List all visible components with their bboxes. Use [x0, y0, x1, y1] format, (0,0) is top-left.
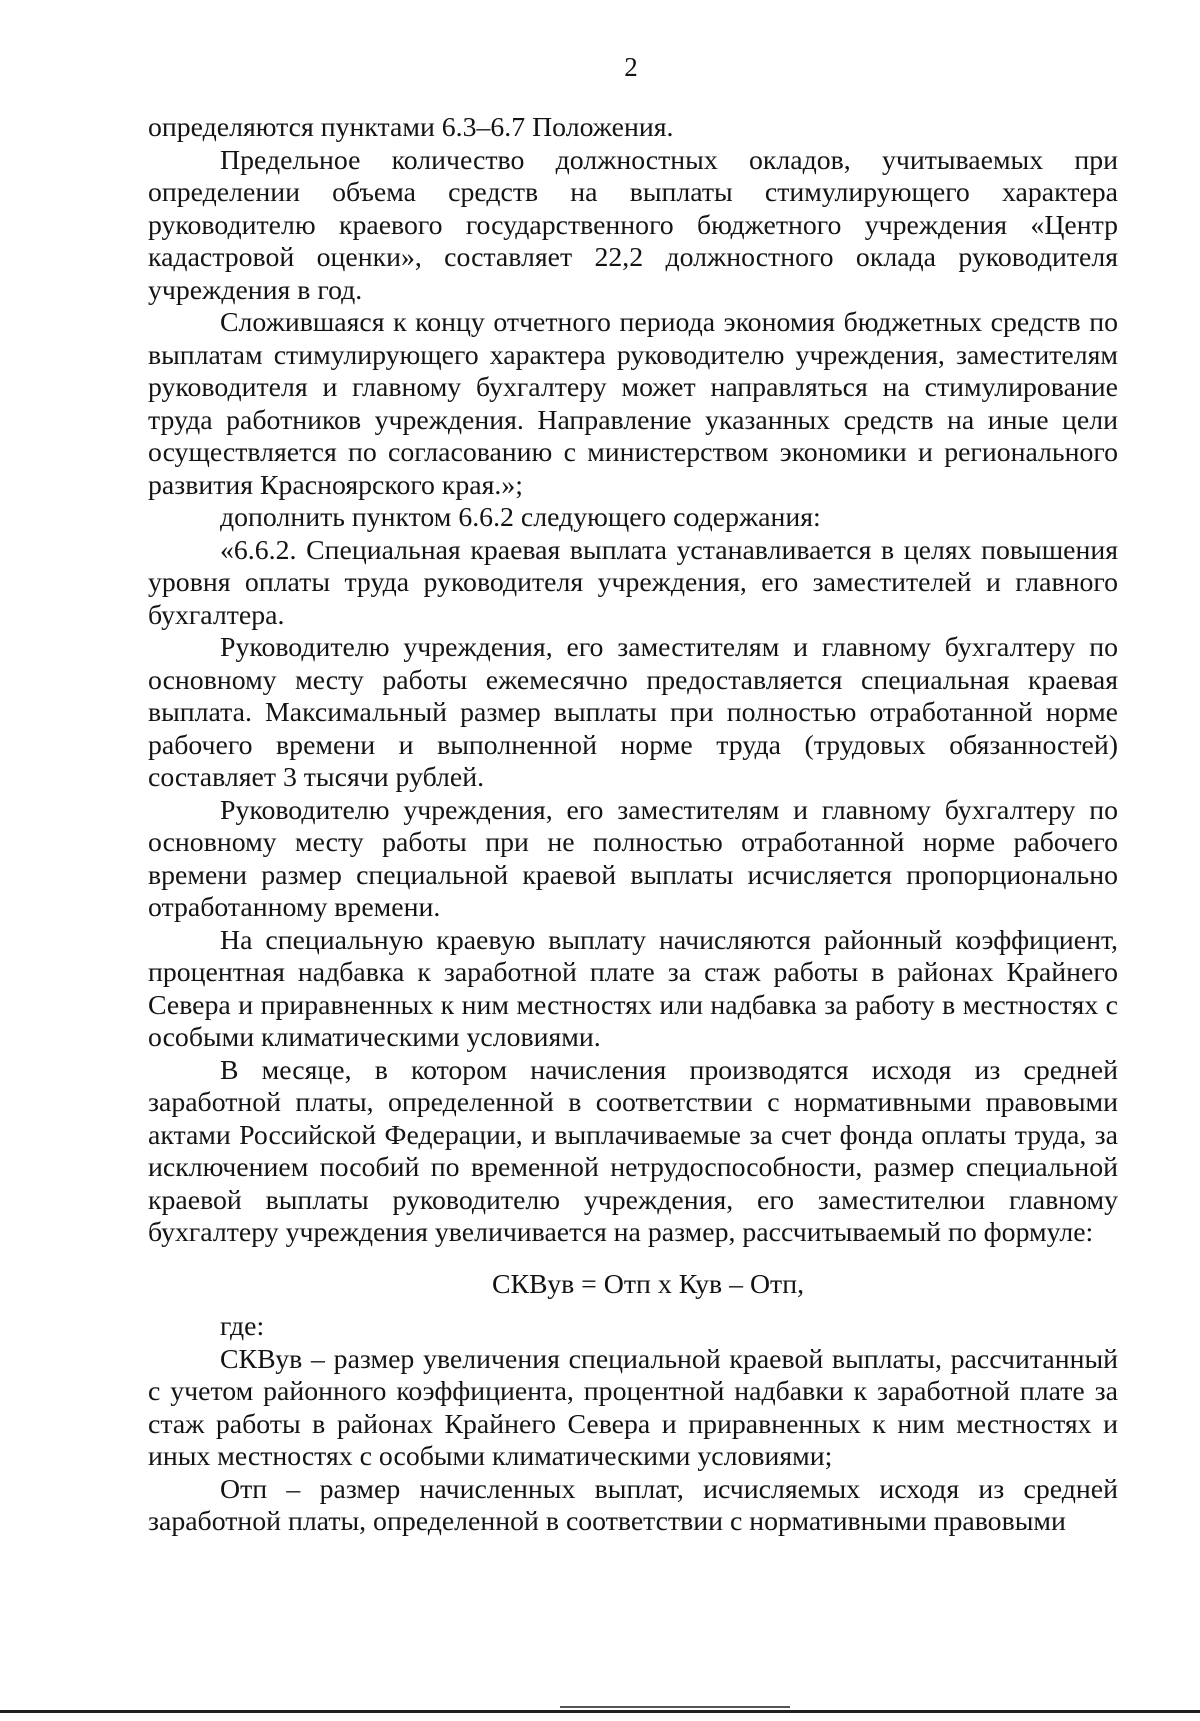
where-label: где: [220, 1311, 265, 1342]
paragraph-clause-6-6-2: «6.6.2. Специальная краевая выплата устанавливается в целях повышения уровня оплаты труда руководителя учреждения, его заместителей и главного бухгалтера. [148, 534, 1118, 631]
paragraph-budget-savings: Сложившаяся к концу отчетного периода экономия бюджетных средств по выплатам стимулирующего характера руководителю учреждения, заместителям руководителя и главному бухгалтеру может направляться на стимулирование труда работников учреждения. Направление указанных средств на иные цели осуществляется по согласованию с министерством экономики и регионального развития Красноярского края.»; [148, 307, 1118, 501]
paragraph-continuation: определяются пунктами 6.3–6.7 Положения. [148, 112, 674, 143]
page-number: 2 [624, 52, 638, 82]
paragraph-add-clause: дополнить пунктом 6.6.2 следующего содержания: [220, 502, 821, 533]
paragraph-average-salary-month: В месяце, в котором начисления производятся исходя из средней заработной платы, определенной в соответствии с нормативными правовыми актами Российской Федерации, и выплачиваемые за счет фонда оплаты труда, за исключением пособий по временной нетрудоспособности, размер специальной краевой выплаты руководителю учреждения, его заместителюи главному бухгалтеру учреждения увеличивается на размер, рассчитываемый по формуле: [148, 1054, 1118, 1248]
definition-skvuv: СКВув – размер увеличения специальной краевой выплаты, рассчитанный с учетом районного коэффициента, процентной надбавки к заработной плате за стаж работы в районах Крайнего Севера и приравненных к ним местностях и иных местностях с особыми климатическими условиями; [148, 1343, 1118, 1472]
scan-bottom-edge [0, 1710, 1200, 1713]
scan-artifact-line [560, 1706, 790, 1708]
paragraph-monthly-payment: Руководителю учреждения, его заместителям и главному бухгалтеру по основному месту работы ежемесячно предоставляется специальная краевая выплата. Максимальный размер выплаты при полностью отработанной норме рабочего времени и выполненной норме труда (трудовых обязанностей) составляет 3 тысячи рублей. [148, 632, 1118, 793]
formula: СКВув = Отп х Кув – Отп, [491, 1268, 805, 1300]
paragraph-proportional-payment: Руководителю учреждения, его заместителям и главному бухгалтеру по основному месту работы при не полностью отработанной норме рабочего времени размер специальной краевой выплаты исчисляется пропорционально отработанному времени. [148, 794, 1118, 923]
paragraph-regional-coefficient: На специальную краевую выплату начисляются районный коэффициент, процентная надбавка к заработной плате за стаж работы в районах Крайнего Севера и приравненных к ним местностях или надбавка за работу в местностях с особыми климатическими условиями. [148, 924, 1118, 1053]
document-body [148, 112, 1118, 1539]
definition-otp: Отп – размер начисленных выплат, исчисляемых исходя из средней заработной платы, определенной в соответствии с нормативными правовыми [148, 1473, 1118, 1537]
paragraph-max-salaries: Предельное количество должностных окладов, учитываемых при определении объема средств на выплаты стимулирующего характера руководителю краевого государственного бюджетного учреждения «Центр кадастровой оценки», составляет 22,2 должностного оклада руководителя учреждения в год. [148, 144, 1118, 306]
